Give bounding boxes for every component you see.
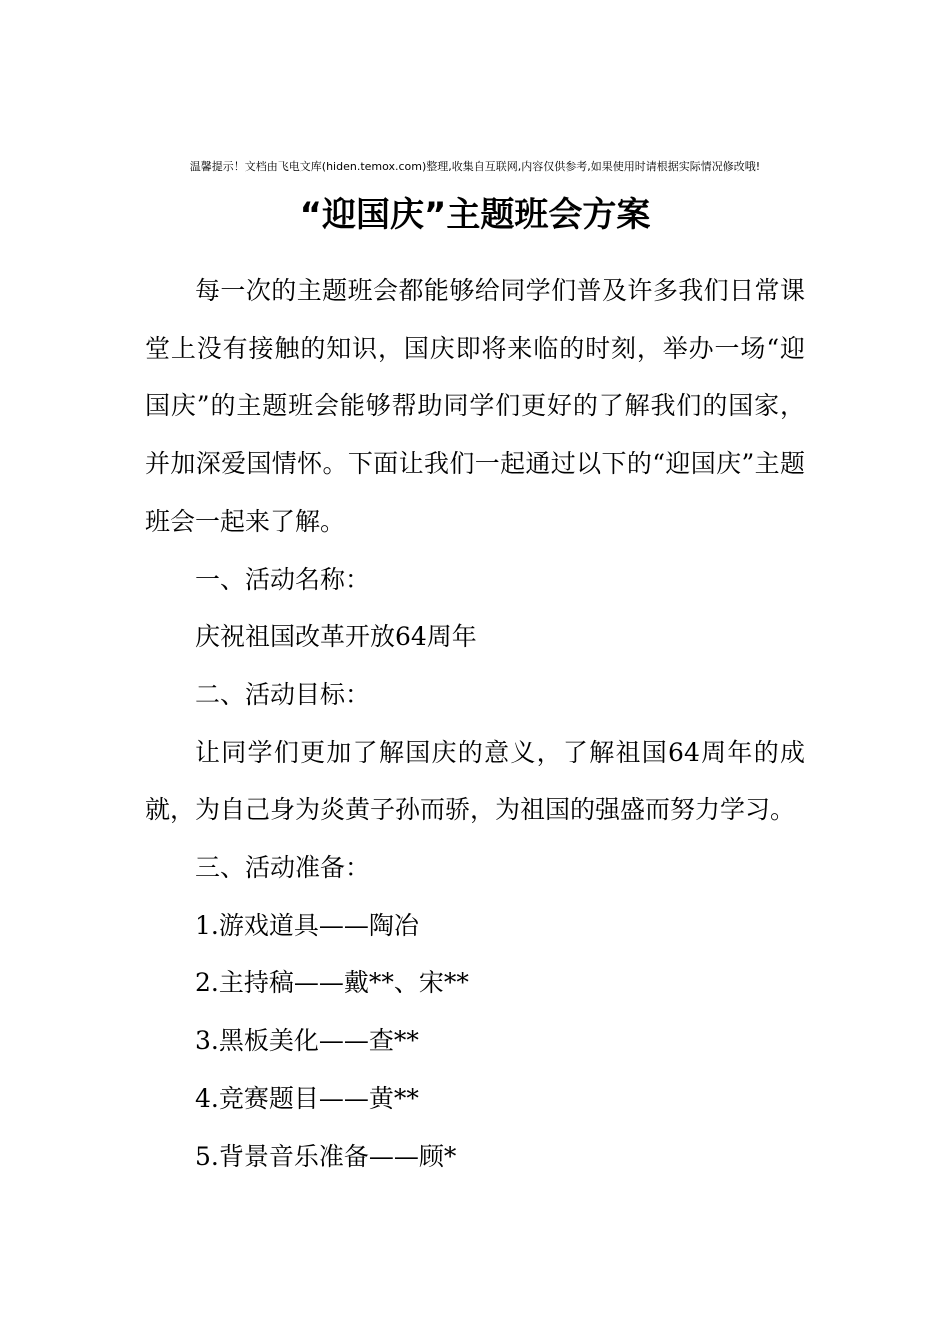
prep-list-item: 5.背景音乐准备——顾* — [195, 1141, 457, 1171]
section-heading-prep: 三、活动准备： — [195, 853, 371, 883]
section-heading-goal: 二、活动目标： — [195, 679, 371, 709]
document-title: “迎国庆”主题班会方案 — [299, 195, 651, 235]
prep-list-item: 2.主持稿——戴**、宋** — [195, 968, 469, 998]
document-body — [145, 262, 805, 1185]
prep-list-item: 4.竞赛题目——黄** — [195, 1083, 419, 1113]
header-notice: 温馨提示！文档由飞电文库(hiden.temox.com)整理,收集自互联网,内容仅供参考,如果使用时请根据实际情况修改哦! — [189, 160, 761, 173]
activity-goal-text: 让同学们更加了解国庆的意义，了解祖国64周年的成就，为自己身为炎黄子孙而骄，为祖国的强盛而努力学习。 — [145, 737, 805, 825]
intro-paragraph: 每一次的主题班会都能够给同学们普及许多我们日常课堂上没有接触的知识，国庆即将来临的时刻，举办一场“迎国庆”的主题班会能够帮助同学们更好的了解我们的国家，并加深爱国情怀。下面让我们一起通过以下的“迎国庆”主题班会一起来了解。 — [145, 276, 805, 536]
prep-list-item: 3.黑板美化——查** — [195, 1026, 419, 1056]
prep-list-item: 1.游戏道具——陶冶 — [195, 910, 419, 940]
activity-name-text: 庆祝祖国改革开放64周年 — [195, 622, 477, 652]
section-heading-name: 一、活动名称： — [195, 564, 371, 594]
